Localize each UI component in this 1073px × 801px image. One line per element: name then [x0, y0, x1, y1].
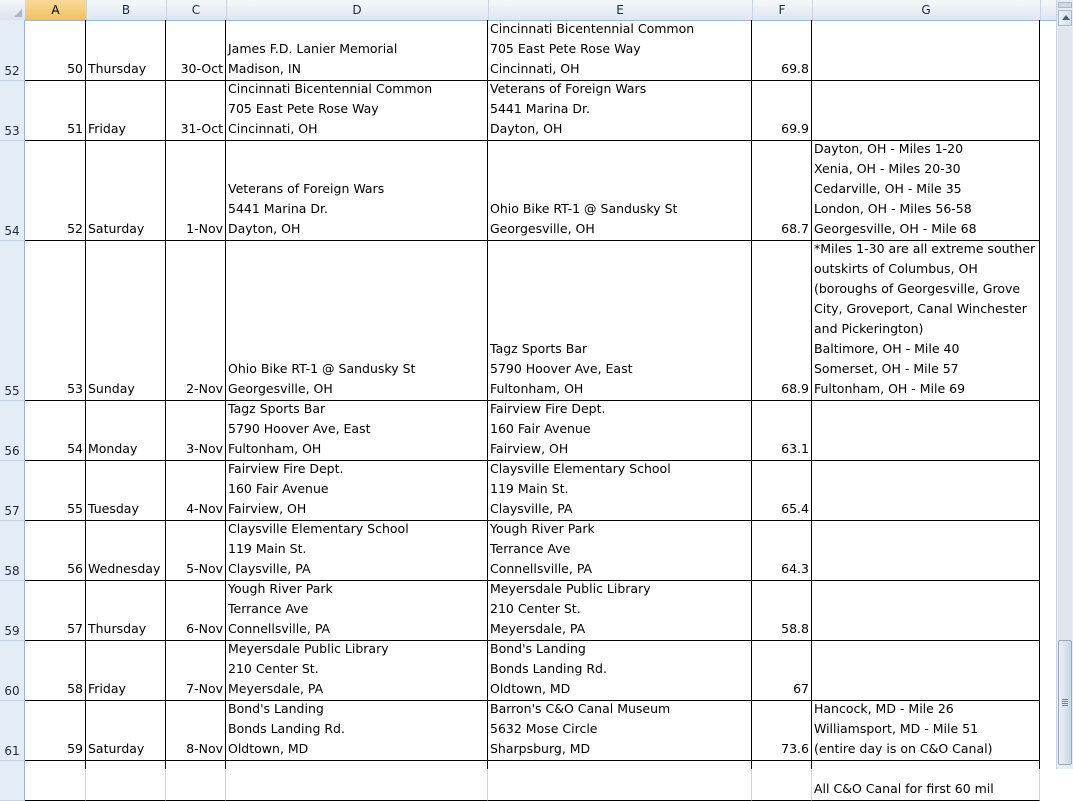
cell-text-line: Cincinnati, OH: [490, 61, 580, 76]
cell-text: 3-Nov: [186, 441, 223, 456]
cell-text: 6-Nov: [186, 621, 223, 636]
cell-c[interactable]: [166, 401, 226, 461]
cell-e[interactable]: [488, 701, 752, 761]
scroll-up-arrow-icon[interactable]: [1058, 10, 1072, 26]
table-row: [0, 641, 1056, 701]
cell-text-line: Dayton, OH - Miles 1-20: [814, 141, 964, 156]
cell-text-line: 5441 Marina Dr.: [490, 101, 590, 116]
cell-text-line: Fairview Fire Dept.: [490, 401, 606, 416]
row-header[interactable]: 53: [0, 81, 25, 141]
cell-text-line: Connellsville, PA: [228, 621, 331, 636]
cell-e[interactable]: [488, 81, 752, 141]
row-header[interactable]: 60: [0, 641, 25, 701]
cell-text-line: Oldtown, MD: [228, 741, 309, 756]
column-border: [487, 20, 488, 769]
cell-a[interactable]: [25, 521, 86, 581]
cell-text-line: Meyersdale Public Library: [228, 641, 389, 656]
cell-a[interactable]: [25, 141, 86, 241]
cell-g[interactable]: [812, 20, 1040, 81]
cell-c[interactable]: [166, 241, 226, 401]
cell-text-line: Meyersdale, PA: [228, 681, 324, 696]
cell-text-line: Georgesville, OH: [228, 381, 333, 396]
cell-text: 58: [67, 681, 83, 696]
cell-c[interactable]: [166, 521, 226, 581]
cell-d[interactable]: [226, 701, 488, 761]
scrollbar-thumb[interactable]: [1058, 640, 1072, 765]
cell-text-line: *Miles 1-30 are all extreme souther: [814, 241, 1036, 256]
table-row: [0, 461, 1056, 521]
cell-text-line: Claysville, PA: [490, 501, 573, 516]
cell-e[interactable]: [488, 461, 752, 521]
cell-d[interactable]: [226, 20, 488, 81]
column-border: [1039, 20, 1040, 769]
column-header-g[interactable]: G: [812, 0, 1041, 20]
cell-text: 4-Nov: [186, 501, 223, 516]
cell-text: Saturday: [88, 221, 145, 236]
cell-text-line: Williamsport, MD - Mile 51: [814, 721, 979, 736]
cell-text: 50: [67, 61, 83, 76]
cell-text-line: outskirts of Columbus, OH: [814, 261, 978, 276]
cell-c[interactable]: [166, 141, 226, 241]
cell-b[interactable]: [86, 641, 166, 701]
cell-text: 54: [67, 441, 83, 456]
cell-text: Friday: [88, 681, 126, 696]
cell-e[interactable]: [488, 641, 752, 701]
cell-text-line: (entire day is on C&O Canal): [814, 741, 993, 756]
table-row: [0, 81, 1056, 141]
column-border: [225, 20, 226, 769]
cell-text-line: Claysville Elementary School: [490, 461, 671, 476]
cell-b[interactable]: [86, 761, 166, 801]
cell-text-line: Ohio Bike RT-1 @ Sandusky St: [490, 201, 678, 216]
vertical-scrollbar[interactable]: [1056, 0, 1073, 769]
cell-g[interactable]: [812, 701, 1040, 761]
cell-text-line: Dayton, OH: [490, 121, 563, 136]
cell-text-line: 160 Fair Avenue: [490, 421, 591, 436]
cell-text-line: Connellsville, PA: [490, 561, 593, 576]
column-border: [85, 20, 86, 769]
cell-c[interactable]: [166, 461, 226, 521]
row-header[interactable]: 55: [0, 241, 25, 401]
row-header[interactable]: 52: [0, 20, 25, 81]
cell-text-line: Somerset, OH - Mile 57: [814, 361, 959, 376]
cell-b[interactable]: [86, 521, 166, 581]
cell-g[interactable]: [812, 461, 1040, 521]
cell-text: 67: [793, 681, 809, 696]
cell-f[interactable]: [752, 461, 812, 521]
cell-f[interactable]: [752, 641, 812, 701]
cell-b[interactable]: [86, 581, 166, 641]
cell-text-line: Terrance Ave: [490, 541, 571, 556]
cell-c[interactable]: [166, 20, 226, 81]
cell-text-line: Meyersdale, PA: [490, 621, 586, 636]
cell-f[interactable]: [752, 20, 812, 81]
cell-text: 57: [67, 621, 83, 636]
row-header[interactable]: 59: [0, 581, 25, 641]
cell-text-line: Cedarville, OH - Mile 35: [814, 181, 962, 196]
cell-text: Friday: [88, 121, 126, 136]
cell-e[interactable]: [488, 401, 752, 461]
cell-text: 30-Oct: [180, 61, 223, 76]
cell-b[interactable]: [86, 701, 166, 761]
cell-g[interactable]: [812, 81, 1040, 141]
cell-text: 5-Nov: [186, 561, 223, 576]
split-box[interactable]: [1058, 2, 1072, 8]
cell-text: 1-Nov: [186, 221, 223, 236]
cell-text-line: Terrance Ave: [228, 601, 309, 616]
column-header-b[interactable]: B: [86, 0, 167, 20]
cell-text: Tuesday: [88, 501, 139, 516]
table-row: [0, 761, 1056, 801]
column-header-c[interactable]: C: [166, 0, 227, 20]
cell-text-line: Yough River Park: [228, 581, 333, 596]
cell-text: 58.8: [781, 621, 809, 636]
cell-text-line: 5441 Marina Dr.: [228, 201, 328, 216]
cell-b[interactable]: [86, 81, 166, 141]
cell-e[interactable]: [488, 241, 752, 401]
cell-text-line: All C&O Canal for first 60 mil: [814, 781, 994, 796]
table-row: [0, 521, 1056, 581]
cell-g[interactable]: [812, 581, 1040, 641]
cell-text-line: Fairview, OH: [228, 501, 307, 516]
cell-a[interactable]: [25, 641, 86, 701]
cell-f[interactable]: [752, 141, 812, 241]
table-row: [0, 401, 1056, 461]
cell-a[interactable]: [25, 241, 86, 401]
grip-icon: [1062, 699, 1068, 706]
row-header[interactable]: 54: [0, 141, 25, 241]
table-row: [0, 141, 1056, 241]
cell-text-line: Tagz Sports Bar: [490, 341, 588, 356]
row-header[interactable]: 56: [0, 401, 25, 461]
cell-text-line: Sharpsburg, MD: [490, 741, 591, 756]
cell-text-line: Veterans of Foreign Wars: [228, 181, 385, 196]
cell-d[interactable]: [226, 521, 488, 581]
cell-text-line: 160 Fair Avenue: [228, 481, 329, 496]
cell-text-line: 119 Main St.: [228, 541, 307, 556]
cell-f[interactable]: [752, 401, 812, 461]
cell-text-line: Fultonham, OH - Mile 69: [814, 381, 966, 396]
cell-c[interactable]: [166, 581, 226, 641]
cell-text-line: Fultonham, OH: [228, 441, 322, 456]
cell-text-line: Cincinnati Bicentennial Common: [228, 81, 433, 96]
row-header[interactable]: 61: [0, 701, 25, 761]
cell-a[interactable]: [25, 461, 86, 521]
cell-text: 56: [67, 561, 83, 576]
scrollbar-track[interactable]: [1058, 27, 1072, 640]
cell-text-line: (boroughs of Georgesville, Grove: [814, 281, 1021, 296]
cell-text: Monday: [88, 441, 138, 456]
cell-d[interactable]: [226, 461, 488, 521]
cell-text-line: Georgesville, OH: [490, 221, 595, 236]
cell-g[interactable]: [812, 141, 1040, 241]
cell-g[interactable]: [812, 401, 1040, 461]
table-row: [0, 241, 1056, 401]
cell-text-line: Meyersdale Public Library: [490, 581, 651, 596]
cell-d[interactable]: [226, 761, 488, 801]
cell-text-line: Bond's Landing: [228, 701, 324, 716]
row-header[interactable]: 57: [0, 461, 25, 521]
column-border: [751, 20, 752, 769]
cell-text: Sunday: [88, 381, 135, 396]
cell-text-line: Yough River Park: [490, 521, 595, 536]
cell-text: 65.4: [781, 501, 809, 516]
cell-d[interactable]: [226, 641, 488, 701]
cell-text-line: 210 Center St.: [490, 601, 581, 616]
cell-text: 51: [67, 121, 83, 136]
cell-text: 68.7: [781, 221, 809, 236]
column-header-e[interactable]: E: [488, 0, 753, 20]
cell-text-line: 705 East Pete Rose Way: [228, 101, 379, 116]
cell-b[interactable]: [86, 141, 166, 241]
column-border: [24, 20, 25, 769]
cell-a[interactable]: [25, 20, 86, 81]
cell-text-line: 119 Main St.: [490, 481, 569, 496]
cell-g[interactable]: [812, 761, 1040, 801]
cell-d[interactable]: [226, 581, 488, 641]
cell-text: 31-Oct: [180, 121, 223, 136]
table-row: [0, 581, 1056, 641]
cell-text-line: Dayton, OH: [228, 221, 301, 236]
cell-e[interactable]: [488, 761, 752, 801]
cell-text: 73.6: [781, 741, 809, 756]
cell-e[interactable]: [488, 141, 752, 241]
cell-text: Thursday: [88, 61, 147, 76]
cell-text-line: Bonds Landing Rd.: [490, 661, 607, 676]
cell-e[interactable]: [488, 20, 752, 81]
cell-text-line: Cincinnati Bicentennial Common: [490, 21, 695, 36]
cell-text-line: Fairview, OH: [490, 441, 569, 456]
cell-text-line: Fultonham, OH: [490, 381, 584, 396]
cell-b[interactable]: [86, 241, 166, 401]
column-border: [165, 20, 166, 769]
cell-c[interactable]: [166, 641, 226, 701]
cell-text-line: Bonds Landing Rd.: [228, 721, 345, 736]
cell-a[interactable]: [25, 701, 86, 761]
cell-text: 52: [67, 221, 83, 236]
cell-g[interactable]: [812, 241, 1040, 401]
cell-d[interactable]: [226, 241, 488, 401]
cell-e[interactable]: [488, 521, 752, 581]
cell-c[interactable]: [166, 701, 226, 761]
cell-text: Saturday: [88, 741, 145, 756]
cell-text-line: Veterans of Foreign Wars: [490, 81, 647, 96]
cell-text-line: Claysville, PA: [228, 561, 311, 576]
cell-f[interactable]: [752, 241, 812, 401]
cell-b[interactable]: [86, 401, 166, 461]
cell-text-line: Claysville Elementary School: [228, 521, 409, 536]
cell-text: Wednesday: [88, 561, 161, 576]
cell-text: 55: [67, 501, 83, 516]
cell-a[interactable]: [25, 761, 86, 801]
cell-g[interactable]: [812, 521, 1040, 581]
cell-c[interactable]: [166, 761, 226, 801]
cell-d[interactable]: [226, 81, 488, 141]
cell-text-line: Georgesville, OH - Mile 68: [814, 221, 977, 236]
cell-text-line: Ohio Bike RT-1 @ Sandusky St: [228, 361, 416, 376]
table-row: [0, 701, 1056, 761]
column-border: [811, 20, 812, 769]
row-header[interactable]: 58: [0, 521, 25, 581]
cell-text-line: 705 East Pete Rose Way: [490, 41, 641, 56]
cell-text-line: London, OH - Miles 56-58: [814, 201, 972, 216]
column-header-a[interactable]: A: [25, 0, 87, 20]
cell-text: 7-Nov: [186, 681, 223, 696]
cell-text-line: Fairview Fire Dept.: [228, 461, 344, 476]
cell-f[interactable]: [752, 81, 812, 141]
cell-text-line: 5790 Hoover Ave, East: [490, 361, 633, 376]
cell-text-line: City, Groveport, Canal Winchester: [814, 301, 1027, 316]
cell-text: 68.9: [781, 381, 809, 396]
cell-text-line: Madison, IN: [228, 61, 301, 76]
cell-e[interactable]: [488, 581, 752, 641]
column-header-f[interactable]: F: [752, 0, 813, 20]
cell-text: 2-Nov: [186, 381, 223, 396]
cell-b[interactable]: [86, 461, 166, 521]
cell-text-line: Tagz Sports Bar: [228, 401, 326, 416]
cell-text: Thursday: [88, 621, 147, 636]
cell-a[interactable]: [25, 401, 86, 461]
cell-d[interactable]: [226, 401, 488, 461]
cell-text: 63.1: [781, 441, 809, 456]
cell-text-line: Hancock, MD - Mile 26: [814, 701, 954, 716]
cell-f[interactable]: [752, 701, 812, 761]
cell-a[interactable]: [25, 81, 86, 141]
cell-f[interactable]: [752, 521, 812, 581]
select-all-corner[interactable]: [0, 0, 26, 20]
cell-d[interactable]: [226, 141, 488, 241]
cell-c[interactable]: [166, 81, 226, 141]
cell-a[interactable]: [25, 581, 86, 641]
cell-text: 69.9: [781, 121, 809, 136]
cell-text-line: and Pickerington): [814, 321, 924, 336]
column-header-d[interactable]: D: [226, 0, 489, 20]
cell-text-line: James F.D. Lanier Memorial: [228, 41, 398, 56]
cell-b[interactable]: [86, 20, 166, 81]
cell-text: 8-Nov: [186, 741, 223, 756]
cell-text-line: Barron's C&O Canal Museum: [490, 701, 671, 716]
cell-f[interactable]: [752, 761, 812, 801]
cell-text-line: 5790 Hoover Ave, East: [228, 421, 371, 436]
cell-text-line: Oldtown, MD: [490, 681, 571, 696]
cell-text-line: 210 Center St.: [228, 661, 319, 676]
cell-text-line: 5632 Mose Circle: [490, 721, 598, 736]
table-row: [0, 20, 1056, 81]
cell-text: 69.8: [781, 61, 809, 76]
cell-f[interactable]: [752, 581, 812, 641]
cell-text: 59: [67, 741, 83, 756]
cell-g[interactable]: [812, 641, 1040, 701]
cell-text: 64.3: [781, 561, 809, 576]
cell-text-line: Bond's Landing: [490, 641, 586, 656]
cell-text-line: Cincinnati, OH: [228, 121, 318, 136]
cell-text-line: Xenia, OH - Miles 20-30: [814, 161, 961, 176]
cell-text-line: Baltimore, OH - Mile 40: [814, 341, 960, 356]
cell-text: 53: [67, 381, 83, 396]
